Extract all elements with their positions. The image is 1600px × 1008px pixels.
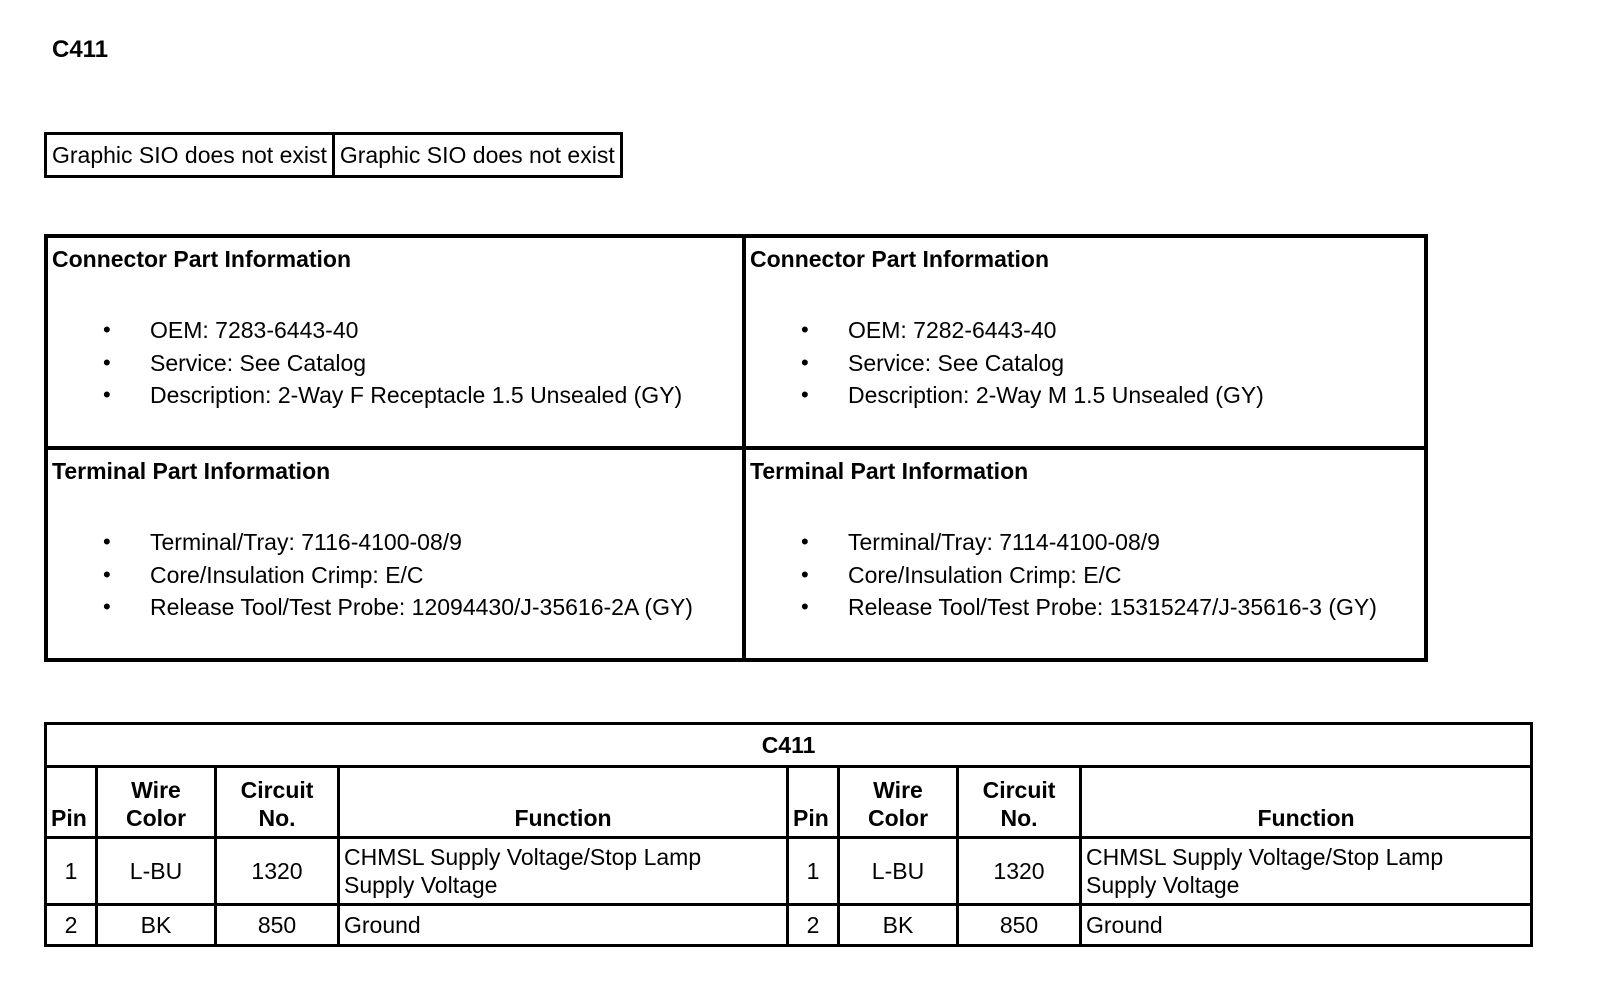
- circuit-cell: 850: [216, 905, 339, 946]
- connector-info-cell-right: [744, 236, 1426, 448]
- terminal-info-title: Terminal Part Information: [52, 458, 331, 484]
- connector-info-list: [48, 314, 742, 412]
- table-row: [46, 838, 1532, 905]
- bullet-icon: •: [103, 382, 111, 407]
- terminal-info-list: [48, 526, 742, 624]
- list-item: • Service: See Catalog: [48, 347, 742, 380]
- circuit-cell: 1320: [958, 838, 1081, 905]
- graphic-placeholder-right: Graphic SIO does not exist: [333, 134, 621, 177]
- bullet-icon: •: [103, 529, 111, 554]
- page-title: C411: [52, 36, 109, 63]
- function-cell: Ground: [339, 905, 788, 946]
- function-cell: CHMSL Supply Voltage/Stop Lamp Supply Voltage: [1081, 838, 1532, 905]
- pin-cell: 1: [788, 838, 839, 905]
- connector-info-list: [746, 314, 1424, 412]
- wire-color-cell: BK: [97, 905, 216, 946]
- bullet-icon: •: [103, 349, 111, 375]
- bullet-icon: •: [801, 317, 809, 342]
- list-item: • OEM: 7283-6443-40: [48, 314, 742, 347]
- graphic-placeholder-left: Graphic SIO does not exist: [46, 134, 334, 177]
- bullet-icon: •: [103, 561, 111, 587]
- column-header-wire-color: Wire Color: [97, 767, 216, 838]
- bullet-icon: •: [801, 561, 809, 587]
- circuit-cell: 1320: [216, 838, 339, 905]
- column-header-circuit: Circuit No.: [216, 767, 339, 838]
- pinout-table: [44, 722, 1533, 947]
- pinout-caption: C411: [46, 724, 1532, 767]
- column-header-function: Function: [1081, 767, 1532, 838]
- wire-color-cell: L-BU: [97, 838, 216, 905]
- list-item: • Description: 2-Way F Receptacle 1.5 Unsealed (GY): [48, 379, 742, 412]
- bullet-icon: •: [801, 349, 809, 375]
- circuit-cell: 850: [958, 905, 1081, 946]
- list-item: • Description: 2-Way M 1.5 Unsealed (GY): [746, 379, 1424, 412]
- bullet-icon: •: [801, 382, 809, 407]
- bullet-icon: •: [103, 594, 111, 619]
- bullet-icon: •: [801, 594, 809, 619]
- column-header-wire-color: Wire Color: [839, 767, 958, 838]
- table-row: [46, 905, 1532, 946]
- pin-cell: 1: [46, 838, 97, 905]
- column-header-pin: Pin: [788, 767, 839, 838]
- list-item: • OEM: 7282-6443-40: [746, 314, 1424, 347]
- column-header-function: Function: [339, 767, 788, 838]
- column-header-pin: Pin: [46, 767, 97, 838]
- wire-color-cell: BK: [839, 905, 958, 946]
- connector-info-title: Connector Part Information: [52, 246, 352, 272]
- terminal-info-cell-right: [744, 448, 1426, 660]
- list-item: • Core/Insulation Crimp: E/C: [48, 559, 742, 592]
- pin-cell: 2: [46, 905, 97, 946]
- list-item: • Core/Insulation Crimp: E/C: [746, 559, 1424, 592]
- pin-cell: 2: [788, 905, 839, 946]
- graphic-placeholder-table: [44, 132, 623, 178]
- list-item: • Service: See Catalog: [746, 347, 1424, 380]
- list-item: • Terminal/Tray: 7116-4100-08/9: [48, 526, 742, 559]
- part-information-table: [44, 234, 1428, 662]
- wire-color-cell: L-BU: [839, 838, 958, 905]
- bullet-icon: •: [103, 317, 111, 342]
- bullet-icon: •: [801, 529, 809, 554]
- terminal-info-title: Terminal Part Information: [750, 458, 1029, 484]
- function-cell: CHMSL Supply Voltage/Stop Lamp Supply Voltage: [339, 838, 788, 905]
- list-item: • Release Tool/Test Probe: 15315247/J-35616-3 (GY): [746, 591, 1424, 624]
- connector-info-title: Connector Part Information: [750, 246, 1050, 272]
- connector-info-cell-left: [46, 236, 744, 448]
- terminal-info-list: [746, 526, 1424, 624]
- list-item: • Release Tool/Test Probe: 12094430/J-35616-2A (GY): [48, 591, 742, 624]
- function-cell: Ground: [1081, 905, 1532, 946]
- list-item: • Terminal/Tray: 7114-4100-08/9: [746, 526, 1424, 559]
- terminal-info-cell-left: [46, 448, 744, 660]
- column-header-circuit: Circuit No.: [958, 767, 1081, 838]
